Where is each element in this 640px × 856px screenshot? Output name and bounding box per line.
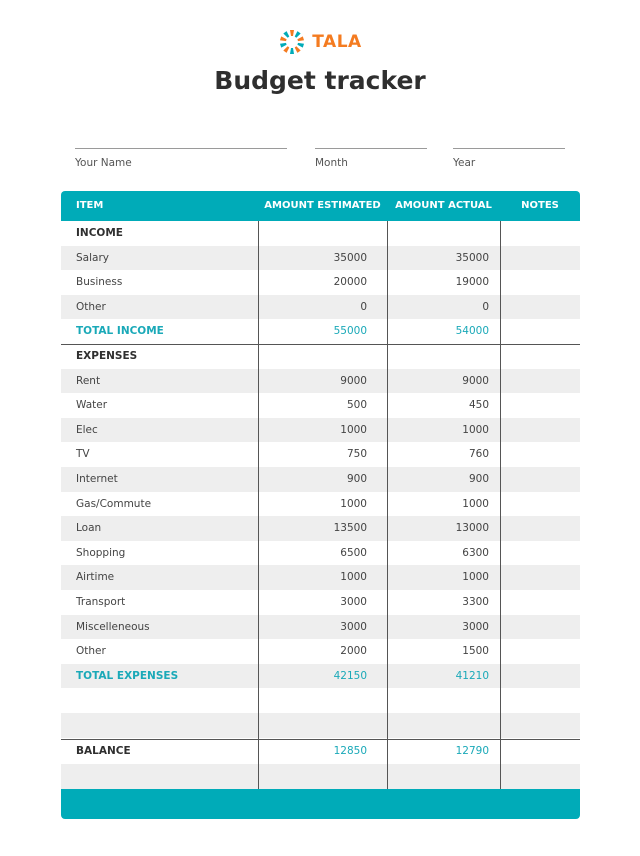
total-expenses-actual: 41210 [455,669,489,682]
total-expenses-row [61,664,580,689]
row-estimated[interactable]: 0 [360,300,367,313]
table-row [61,270,580,295]
row-actual[interactable]: 0 [482,300,489,313]
your-name-field[interactable] [75,148,287,169]
budget-table [61,191,580,819]
balance-label: BALANCE [76,745,131,757]
income-heading: INCOME [76,227,123,239]
row-estimated[interactable]: 2000 [340,645,367,658]
table-footer-bar [61,789,580,819]
row-item: Rent [76,374,101,387]
row-actual[interactable]: 35000 [455,251,489,264]
row-item: Loan [76,522,102,535]
row-estimated[interactable]: 1000 [340,423,367,436]
column-divider [387,221,388,789]
row-actual[interactable]: 3300 [462,596,489,608]
total-income-label: TOTAL INCOME [76,325,164,338]
row-estimated[interactable]: 500 [346,399,367,412]
table-row [61,541,580,566]
row-estimated[interactable]: 750 [346,448,367,461]
balance-row [61,739,580,764]
blank-row[interactable] [61,713,580,738]
header-notes: NOTES [521,200,559,211]
row-actual[interactable]: 1000 [462,423,489,436]
row-item: Gas/Commute [76,497,152,510]
page-title: Budget tracker [214,66,426,95]
brand-logo [0,28,640,56]
row-item: Internet [76,473,118,485]
total-expenses-label: TOTAL EXPENSES [76,669,179,682]
row-estimated[interactable]: 900 [346,473,367,485]
year-label: Year [453,157,476,169]
blank-row[interactable] [61,688,580,713]
row-estimated[interactable]: 3000 [340,620,367,633]
balance-actual: 12790 [455,745,489,757]
row-estimated[interactable]: 9000 [340,374,367,387]
header-item: ITEM [76,200,104,211]
header-amount-estimated: AMOUNT ESTIMATED [264,200,381,211]
row-actual[interactable]: 9000 [462,374,489,387]
brand-name: TALA [312,32,362,52]
table-row [61,516,580,541]
month-label: Month [315,157,348,169]
tala-star-logo-icon [278,28,306,56]
total-income-row [61,319,580,344]
row-actual[interactable]: 900 [468,473,489,485]
row-item: Other [76,645,106,658]
row-estimated[interactable]: 3000 [340,596,367,608]
table-row [61,418,580,443]
row-estimated[interactable]: 6500 [340,546,367,559]
header-amount-actual: AMOUNT ACTUAL [395,200,492,211]
row-actual[interactable]: 3000 [462,620,489,633]
row-item: Salary [76,251,109,264]
row-item: Other [76,300,106,313]
table-row [61,369,580,394]
row-actual[interactable]: 450 [468,399,489,412]
blank-row[interactable] [61,764,580,789]
row-item: Shopping [76,546,126,559]
month-field[interactable] [315,148,427,169]
row-item: Water [76,399,108,412]
row-actual[interactable]: 1500 [462,645,489,658]
balance-estimated: 12850 [333,745,367,757]
row-actual[interactable]: 1000 [462,497,489,510]
year-field[interactable] [453,148,565,169]
row-item: TV [76,448,90,461]
row-item: Miscelleneous [76,620,150,633]
table-row [61,492,580,517]
table-header [61,191,580,221]
income-heading-row [61,221,580,246]
expenses-heading-row [61,344,580,369]
table-row [61,442,580,467]
expenses-heading: EXPENSES [76,350,138,362]
row-estimated[interactable]: 35000 [333,251,367,264]
table-row [61,246,580,271]
row-item: Elec [76,423,98,436]
row-item: Business [76,276,123,289]
row-actual[interactable]: 1000 [462,571,489,584]
row-actual[interactable]: 6300 [462,546,489,559]
total-income-actual: 54000 [455,325,489,338]
column-divider [500,221,501,789]
row-actual[interactable]: 13000 [455,522,489,535]
row-estimated[interactable]: 20000 [333,276,367,289]
table-row [61,590,580,615]
total-expenses-estimated: 42150 [333,669,367,682]
total-income-estimated: 55000 [333,325,367,338]
row-actual[interactable]: 760 [468,448,489,461]
your-name-label: Your Name [75,157,132,169]
table-row [61,565,580,590]
table-row [61,615,580,640]
row-estimated[interactable]: 1000 [340,497,367,510]
column-divider [258,221,259,789]
row-estimated[interactable]: 13500 [333,522,367,535]
table-row [61,467,580,492]
row-item: Airtime [76,571,115,584]
table-row [61,393,580,418]
row-estimated[interactable]: 1000 [340,571,367,584]
table-row [61,639,580,664]
table-row [61,295,580,320]
row-actual[interactable]: 19000 [455,276,489,289]
row-item: Transport [76,596,126,608]
